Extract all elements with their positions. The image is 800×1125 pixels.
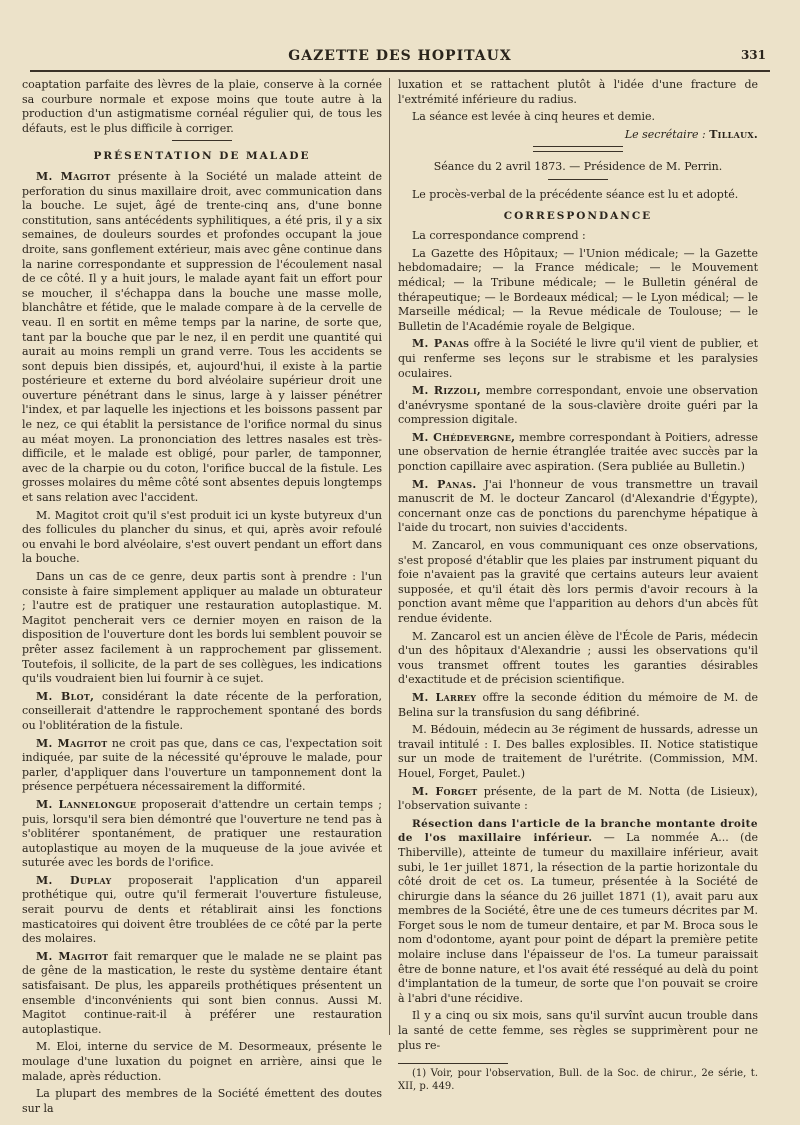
paragraph xyxy=(398,691,758,720)
paragraph: Il y a cinq ou six mois, sans qu'il survînt aucun trouble dans la santé de cette femme, ses règles se supprimèrent pour ne plus re- xyxy=(398,1009,758,1052)
paragraph xyxy=(398,337,758,381)
paragraph-text: — La nommée A... (de Thiberville), atteinte de tumeur du maxillaire inférieur, avait subi, le 1er juillet 1871, la résection de la partie horizontale du côté droit de cet os. La tumeur, présentée à la Société de chirurgie dans la séance du 26 juillet 1871 (1), avait paru aux membres de la Société, être une de ces tumeurs décrites par M. Forget sous le nom de tumeur dentaire, et par M. Broca sous le nom d'odontome, ayant pour point de départ la première petite molaire incluse dans l'épaisseur de l'os. La tumeur paraissait être de bonne nature, et l'os avait été resséqué au delà du point d'implantation de la tumeur, de sorte que l'on pouvait se croire à l'abri d'une récidive. xyxy=(398,831,758,1005)
paragraph: M. Eloi, interne du service de M. Desormeaux, présente le moulage d'une luxation du poignet en arrière, ainsi que le malade, après réduction. xyxy=(22,1040,382,1083)
paragraph-text: considérant la date récente de la perforation, conseillerait d'attendre le rapprochement spontané des bords ou l'oblitération de la fistule. xyxy=(22,689,382,732)
case-heading: Résection dans l'article de la branche montante droite de l'os maxillaire inférieur. xyxy=(398,817,758,845)
paragraph xyxy=(22,950,382,1038)
paragraph-text: membre correspondant, envoie une observation d'anévrysme spontané de la sous-clavière droite guéri par la compression digitale. xyxy=(398,384,758,427)
paragraph-text: présente à la Société un malade atteint de perforation du sinus maxillaire droit, avec communication dans la bouche. Le sujet, âgé de trente-cinq ans, d'une bonne constitution, sans antécédents syphilitiques, a été pris, il y a six semaines, de douleurs sourdes et profondes occupant la joue droite, sans gonflement extérieur, mais avec gêne continue dans la narine correspondante et suppression de l'écoulement nasal de ce côté. Il y a huit jours, le malade ayant fait un effort pour se moucher, il s'échappa dans la bouche une masse molle, blanchâtre et fétide, que le malade compare à de la cervelle de veau. Il en sortit en même temps par la narine, de sorte que, tant par la bouche que par le nez, il en perdit une quantité qui aurait au moins rempli un grand verre. Tous les accidents se sont depuis bien dissipés, et, aujourd'hui, il existe à la partie postérieure et externe du bord alvéolaire supérieur droit une ouverture pénétrant dans le sinus, large à y laisser pénétrer l'index, et par laquelle les injections et les boissons passent par le nez, ce qui établit la persistance de l'orifice normal du sinus au méat moyen. La prononciation des lettres nasales est très-difficile, et le malade est obligé, pour parler, de tamponner, avec de la charpie ou du coton, l'orifice buccal de la fistule. Les grosses molaires du même côté sont absentes depuis longtemps et sans relation avec l'accident. xyxy=(22,169,382,505)
paragraph: M. Magitot croit qu'il s'est produit ici un kyste butyreux d'un des follicules du plancher du sinus, et qui, après avoir refoulé ou envahi le bord alvéolaire, s'est ouvert pendant un effort dans la bouche. xyxy=(22,508,382,566)
separator xyxy=(172,140,232,141)
speaker-name: M. Duplay xyxy=(36,873,112,887)
paragraph: Dans un cas de ce genre, deux partis sont à prendre : l'un consiste à faire simplement appliquer au malade un obturateur ; l'autre est de pratiquer une restauration autoplastique. M. Magitot pencherait vers ce dernier moyen en raison de la disposition de l'ouverture dont les bords lui semblent pouvoir se prêter assez facilement à un rapprochement par glissement. Toutefois, il sollicite, de la part de ses collègues, les indications qu'ils voudraient bien lui fournir à ce sujet. xyxy=(22,570,382,686)
footnote-rule xyxy=(398,1063,508,1064)
right-column xyxy=(398,78,758,1105)
left-column xyxy=(22,78,383,1115)
paragraph-text: fait remarquer que le malade ne se plaint pas de gêne de la mastication, le reste du système dentaire étant satisfaisant. De plus, les appareils prothétiques présentent un ensemble d'inconvénients qui sont bien connus. Aussi M. Magitot continue-rait-il à préférer une restauration autoplastique. xyxy=(22,949,382,1036)
paragraph xyxy=(22,798,382,871)
journal-title: GAZETTE DES HOPITAUX xyxy=(288,48,512,64)
paragraph: M. Zancarol est un ancien élève de l'École de Paris, médecin d'un des hôpitaux d'Alexandrie ; aussi les observations qu'il vous transmet offrent toutes les garanties désirables d'exactitude et de précision scientifique. xyxy=(398,629,758,687)
paragraph xyxy=(22,690,382,734)
speaker-name: M. Larrey xyxy=(412,690,477,704)
paragraph-text: ne croit pas que, dans ce cas, l'expectation soit indiquée, par suite de la nécessité qu'éprouve le malade, pour parler, d'appliquer dans l'ouverture un tamponnement dont la présence perpétuera nécessairement la difformité. xyxy=(22,736,383,794)
paragraph: La Gazette des Hôpitaux; — l'Union médicale; — la Gazette hebdomadaire; — la France médicale; — le Mouvement médical; — la Tribune médicale; — le Bulletin général de thérapeutique; — le Bordeaux médical; — le Lyon médical; — le Marseille médical; — la Revue médicale de Toulouse; — le Bulletin de l'Académie royale de Belgique. xyxy=(398,246,758,333)
speaker-name: M. Chédevergne, xyxy=(412,430,516,444)
speaker-name: M. Forget xyxy=(412,784,478,798)
paragraph xyxy=(398,785,758,814)
signature xyxy=(398,128,758,143)
page-header xyxy=(30,46,770,72)
footnote: (1) Voir, pour l'observation, Bull. de la Soc. de chirur., 2e série, t. XII, p. 449. xyxy=(398,1068,758,1092)
separator xyxy=(548,179,608,180)
paragraph-text: J'ai l'honneur de vous transmettre un travail manuscrit de M. le docteur Zancarol (d'Alexandrie d'Égypte), concernant onze cas de ponctions du parenchyme hépatique à l'aide du trocart, non suivies d'accidents. xyxy=(398,477,758,535)
separator xyxy=(533,146,623,152)
paragraph xyxy=(398,384,758,428)
paragraph: Le procès-verbal de la précédente séance est lu et adopté. xyxy=(412,187,739,201)
speaker-name: M. Blot, xyxy=(36,689,95,703)
paragraph xyxy=(22,874,382,947)
paragraph xyxy=(398,817,758,1007)
speaker-name: M. Rizzoli, xyxy=(412,384,482,398)
paragraph: M. Bédouin, médecin au 3e régiment de hussards, adresse un travail intitulé : I. Des balles explosibles. II. Notice statistique sur un mode de traitement de l'urétrite. (Commission, MM. Houel, Forget, Paulet.) xyxy=(398,723,758,780)
paragraph xyxy=(22,737,382,795)
paragraph: M. Zancarol, en vous communiquant ces onze observations, s'est proposé d'établir que les plaies par instrument piquant du foie n'avaient pas la gravité que certains auteurs leur avaient supposée, et qu'il était dès lors permis d'avoir recours à la ponction avant même que l'apparition au dehors d'un abcès fût rendue évidente. xyxy=(398,539,758,625)
secretary-label: Le secrétaire : xyxy=(624,127,706,141)
paragraph xyxy=(398,431,758,475)
speaker-name: M. Magitot xyxy=(36,169,111,183)
paragraph xyxy=(398,478,758,536)
speaker-name: M. Panas xyxy=(412,337,470,351)
secretary-name: Tillaux. xyxy=(709,127,758,141)
paragraph-text: proposerait l'application d'un appareil prothétique qui, outre qu'il fermerait l'ouverture fistuleuse, serait pourvu de dents et rétablirait ainsi les fonctions masticatoires qui doivent être troublées de ce côté par la perte des molaires. xyxy=(22,873,382,946)
section-heading: PRÉSENTATION DE MALADE xyxy=(93,150,311,163)
speaker-name: M. Panas. xyxy=(412,477,477,491)
page-number: 331 xyxy=(740,48,766,62)
paragraph: La correspondance comprend : xyxy=(412,229,586,243)
paragraph-text: proposerait d'attendre un certain temps ; puis, lorsqu'il sera bien démontré que l'ouverture ne tend pas à s'oblitérer spontanément, de pratiquer une restauration autoplastique au moyen de la muqueuse de la joue avivée et suturée avec les bords de l'orifice. xyxy=(22,797,382,870)
section-heading: CORRESPONDANCE xyxy=(503,209,653,222)
paragraph: luxation et se rattachent plutôt à l'idée d'une fracture de l'extrémité inférieure du radius. xyxy=(398,78,758,106)
column-divider xyxy=(389,78,390,1035)
speaker-name: M. Lannelongue xyxy=(36,797,137,811)
paragraph xyxy=(22,170,382,506)
paragraph-text: offre la seconde édition du mémoire de M. de Belina sur la transfusion du sang défibriné. xyxy=(398,690,758,719)
paragraph-text: présente, de la part de M. Notta (de Lisieux), l'observation suivante : xyxy=(398,784,758,813)
speaker-name: M. Magitot xyxy=(36,949,109,963)
intro-paragraph: coaptation parfaite des lèvres de la plaie, conserve à la cornée sa courbure normale et expose moins que toute autre à la production d'un astigmatisme cornéal régulier qui, de tous les défauts, est le plus difficile à corriger. xyxy=(22,78,382,135)
speaker-name: M. Magitot xyxy=(36,736,108,750)
paragraph-text: offre à la Société le livre qu'il vient de publier, et qui renferme ses leçons sur le strabisme et les paralysies oculaires. xyxy=(398,337,758,380)
paragraph-text: membre correspondant à Poitiers, adresse une observation de hernie étranglée traitée avec succès par la ponction capillaire avec aspiration. (Sera publiée au Bulletin.) xyxy=(398,430,758,474)
paragraph: La séance est levée à cinq heures et demie. xyxy=(412,110,656,124)
paragraph: La plupart des membres de la Société émettent des doutes sur la xyxy=(22,1087,382,1115)
seance-line: Séance du 2 avril 1873. — Présidence de M. Perrin. xyxy=(433,160,723,174)
